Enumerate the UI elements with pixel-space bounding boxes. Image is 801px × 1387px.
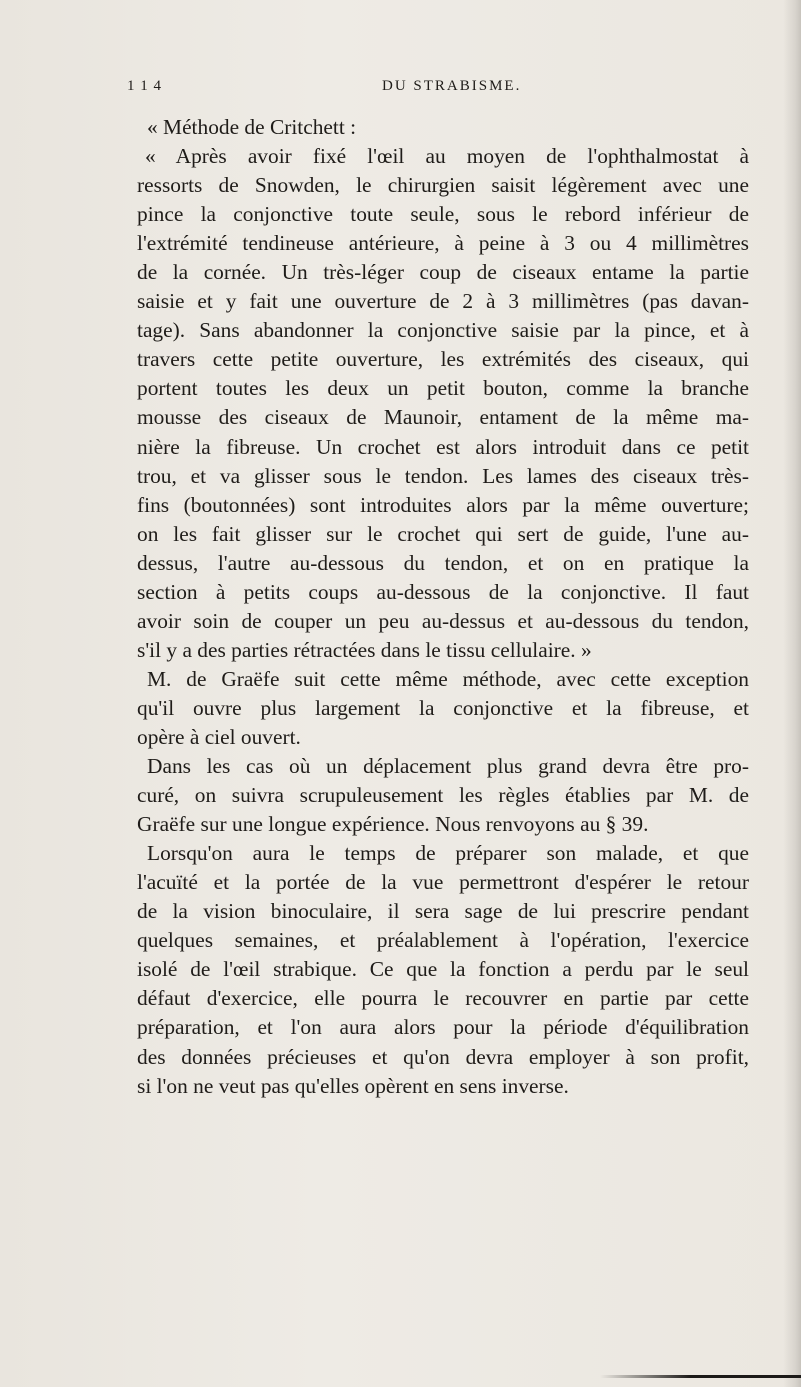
text-line: curé, on suivra scrupuleusement les règles établies par M. de [137, 783, 749, 808]
text-line: Lorsqu'on aura le temps de préparer son malade, et que [147, 841, 749, 866]
text-line: opère à ciel ouvert. [137, 724, 301, 749]
text-line: préparation, et l'on aura alors pour la période d'équilibration [137, 1015, 749, 1040]
text-line: défaut d'exercice, elle pourra le recouvrer en partie par cette [137, 986, 749, 1011]
text-line: de la vision binoculaire, il sera sage de lui prescrire pendant [137, 899, 749, 924]
text-line: nière la fibreuse. Un crochet est alors introduit dans ce petit [137, 434, 749, 459]
text-line: section à petits coups au-dessous de la conjonctive. Il faut [137, 579, 749, 604]
text-line: dessus, l'autre au-dessous du tendon, et on en pratique la [137, 550, 749, 575]
text-line: l'acuïté et la portée de la vue permettront d'espérer le retour [137, 870, 749, 895]
text-line: trou, et va glisser sous le tendon. Les lames des ciseaux très- [137, 463, 749, 488]
running-title: DU STRABISME. [382, 78, 522, 94]
text-line: de la cornée. Un très-léger coup de ciseaux entame la partie [137, 260, 749, 285]
text-line: Dans les cas où un déplacement plus grand devra être pro- [147, 754, 749, 779]
text-line: isolé de l'œil strabique. Ce que la fonction a perdu par le seul [137, 957, 749, 982]
text-line: « Méthode de Critchett : [147, 115, 357, 139]
page-number: 1 1 4 [127, 78, 162, 94]
text-line: avoir soin de couper un peu au-dessus et au-dessous du tendon, [137, 608, 749, 633]
text-line: M. de Graëfe suit cette même méthode, avec cette exception [147, 666, 749, 691]
text-line: on les fait glisser sur le crochet qui sert de guide, l'une au- [137, 521, 749, 546]
body-text [137, 113, 749, 1101]
text-line: tage). Sans abandonner la conjonctive saisie par la pince, et à [137, 318, 749, 343]
text-line: l'extrémité tendineuse antérieure, à peine à 3 ou 4 millimètres [137, 231, 749, 256]
page-edge-shadow [783, 0, 801, 1387]
bottom-rule [600, 1375, 801, 1378]
text-line: saisie et y fait une ouverture de 2 à 3 millimètres (pas davan- [137, 289, 749, 314]
running-head [127, 78, 747, 102]
text-line: Graëfe sur une longue expérience. Nous renvoyons au § 39. [137, 812, 649, 837]
text-line: « Après avoir fixé l'œil au moyen de l'ophthalmostat à [145, 144, 749, 169]
text-line: fins (boutonnées) sont introduites alors par la même ouverture; [137, 492, 749, 517]
text-line: mousse des ciseaux de Maunoir, entament de la même ma- [137, 405, 749, 430]
text-line: si l'on ne veut pas qu'elles opèrent en sens inverse. [137, 1073, 569, 1098]
text-line: portent toutes les deux un petit bouton, comme la branche [137, 376, 749, 401]
text-line: quelques semaines, et préalablement à l'opération, l'exercice [137, 928, 749, 953]
text-line: travers cette petite ouverture, les extrémités des ciseaux, qui [137, 347, 749, 372]
text-line: des données précieuses et qu'on devra employer à son profit, [137, 1044, 749, 1069]
text-line: ressorts de Snowden, le chirurgien saisit légèrement avec une [137, 173, 749, 198]
text-line: qu'il ouvre plus largement la conjonctive et la fibreuse, et [137, 695, 749, 720]
text-line: pince la conjonctive toute seule, sous le rebord inférieur de [137, 202, 749, 227]
text-line: s'il y a des parties rétractées dans le tissu cellulaire. » [137, 637, 592, 662]
